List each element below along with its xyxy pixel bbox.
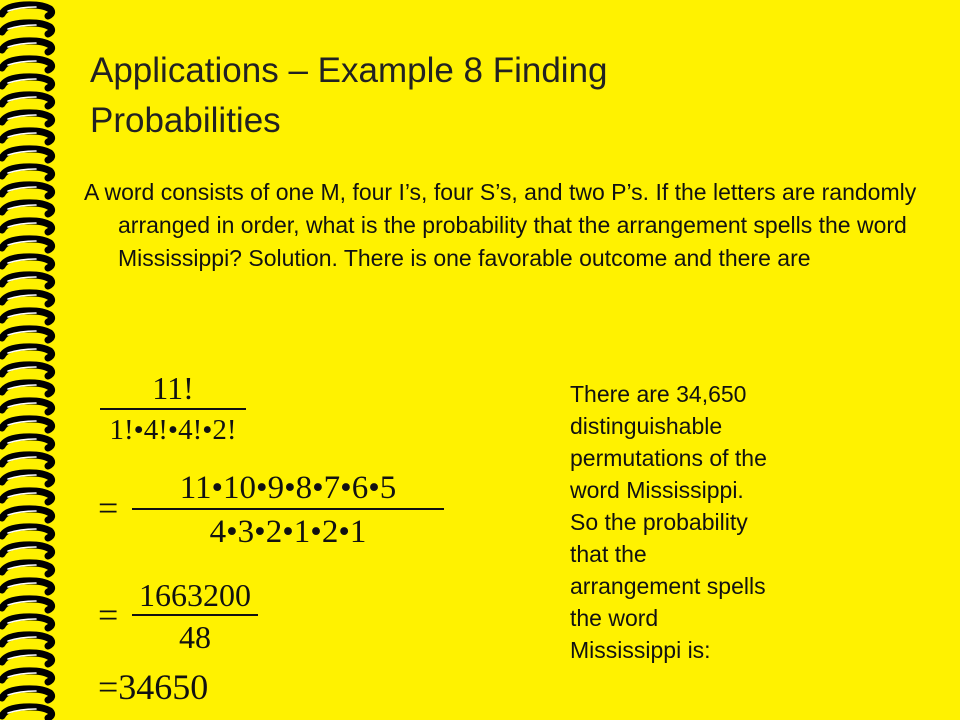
fraction-factorial [100,368,246,450]
spiral-ring [2,599,52,610]
spiral-ring [2,527,52,538]
spiral-ring [2,77,52,88]
spiral-ring [2,311,52,322]
spiral-ring [2,167,52,178]
spiral-ring [2,185,52,196]
spiral-ring [2,545,52,556]
spiral-ring [2,131,52,142]
spiral-ring [2,113,52,124]
spiral-ring [2,689,52,700]
spiral-ring [2,5,52,16]
spiral-ring [2,275,52,286]
spiral-ring [2,149,52,160]
spiral-ring [2,329,52,340]
spiral-ring [2,581,52,592]
spiral-ring [2,653,52,664]
fraction-denominator: 4•3•2•1•2•1 [209,514,367,550]
spiral-ring [2,239,52,250]
spiral-ring [2,41,52,52]
spiral-ring [2,95,52,106]
spiral-ring [2,563,52,574]
spiral-ring [2,59,52,70]
notebook-spiral-binding-icon [0,0,70,720]
slide-title-line-1: Applications – Example 8 Finding [90,51,608,90]
slide-title [90,46,930,146]
equals-sign: = [98,488,119,528]
conclusion-text: There are 34,650 distinguishable permutations of the word Mississippi. So the probability that the arrangement spells the word Mississippi is: [570,381,767,663]
spiral-ring [2,635,52,646]
fraction-numerator: 1663200 [139,577,251,613]
math-derivation [96,368,546,720]
spiral-ring [2,257,52,268]
spiral-ring [2,671,52,682]
spiral-ring [2,23,52,34]
spiral-ring [2,401,52,412]
fraction-numerator: 11! [152,370,194,406]
spiral-ring [2,455,52,466]
result-value: =34650 [98,667,209,707]
fraction-denominator: 48 [179,619,211,655]
fraction-expanded [132,468,444,554]
spiral-ring [2,617,52,628]
fraction-numerator: 11•10•9•8•7•6•5 [179,470,397,506]
slide-title-line-2: Probabilities [90,101,281,140]
spiral-ring [2,473,52,484]
spiral-ring [2,365,52,376]
spiral-ring [2,221,52,232]
spiral-ring [2,707,52,718]
spiral-ring [2,383,52,394]
spiral-ring [2,293,52,304]
spiral-ring [2,509,52,520]
spiral-ring [2,419,52,430]
spiral-ring [2,437,52,448]
spiral-ring [2,491,52,502]
equals-sign: = [98,595,119,635]
problem-statement: A word consists of one M, four I’s, four S’s, and two P’s. If the letters are randomly arranged in order, what is the probability that the arrangement spells the word Mississippi? Solution. There is one favorable outcome and there are [84,179,917,271]
fraction-denominator: 1!•4!•4!•2! [109,414,237,446]
fraction-simplified [132,576,258,658]
spiral-ring [2,203,52,214]
spiral-ring [2,347,52,358]
